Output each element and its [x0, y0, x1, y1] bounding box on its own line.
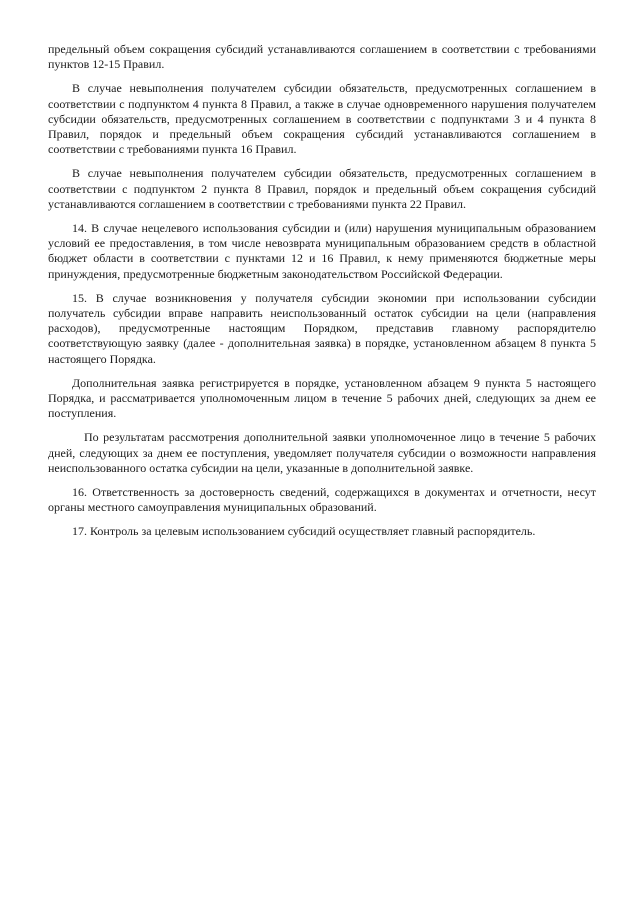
paragraph-item-15: 15. В случае возникновения у получателя субсидии экономии при использовании субсидии получатель субсидии вправе направить неиспользованный остаток субсидии на цели (направления расходов), предусмотренные настоящим Порядком, представив главному распорядителю соответствующую заявку (далее - дополнительная заявка) в порядке, установленном абзацем 8 пункта 5 настоящего Порядка. — [48, 290, 596, 366]
paragraph-obligation-subpoint-2: В случае невыполнения получателем субсидии обязательств, предусмотренных соглашением в соответствии с подпунктом 2 пункта 8 Правил, порядок и предельный объем сокращения субсидий устанавливаются соглашением в соответствии с требованиями пункта 22 Правил. — [48, 166, 596, 211]
paragraph-obligation-subpoint-4: В случае невыполнения получателем субсидии обязательств, предусмотренных соглашением в соответствии с подпунктом 4 пункта 8 Правил, а также в случае одновременного нарушения получателем субсидии обязательств, предусмотренных соглашением в соответствии с подпунктами 3 и 4 пункта 8 Правил, порядок и предельный объем сокращения субсидий устанавливаются соглашением в соответствии с требованиями пункта 16 Правил. — [48, 81, 596, 157]
document-page — [48, 42, 596, 549]
paragraph-item-16: 16. Ответственность за достоверность сведений, содержащихся в документах и отчетности, несут органы местного самоуправления муниципальных образований. — [48, 485, 596, 515]
paragraph-review-results: По результатам рассмотрения дополнительной заявки уполномоченное лицо в течение 5 рабочих дней, следующих за днем ее поступления, уведомляет получателя субсидии о возможности направления неиспользованного остатка субсидии на цели, указанные в дополнительной заявке. — [48, 430, 596, 475]
paragraph-additional-request: Дополнительная заявка регистрируется в порядке, установленном абзацем 9 пункта 5 настоящего Порядка, и рассматривается уполномоченным лицом в течение 5 рабочих дней, следующих за днем ее поступления. — [48, 375, 596, 421]
paragraph-item-14: 14. В случае нецелевого использования субсидии и (или) нарушения муниципальным образованием условий ее предоставления, в том числе невозврата муниципальным образованием средств в областной бюджет области в соответствии с пунктами 12 и 16 Правил, к нему применяются бюджетные меры принуждения, предусмотренные бюджетным законодательством Российской Федерации. — [48, 221, 596, 281]
paragraph-continuation: предельный объем сокращения субсидий устанавливаются соглашением в соответствии с требованиями пунктов 12-15 Правил. — [48, 42, 596, 72]
paragraph-item-17: 17. Контроль за целевым использованием субсидий осуществляет главный распорядитель. — [72, 524, 536, 539]
